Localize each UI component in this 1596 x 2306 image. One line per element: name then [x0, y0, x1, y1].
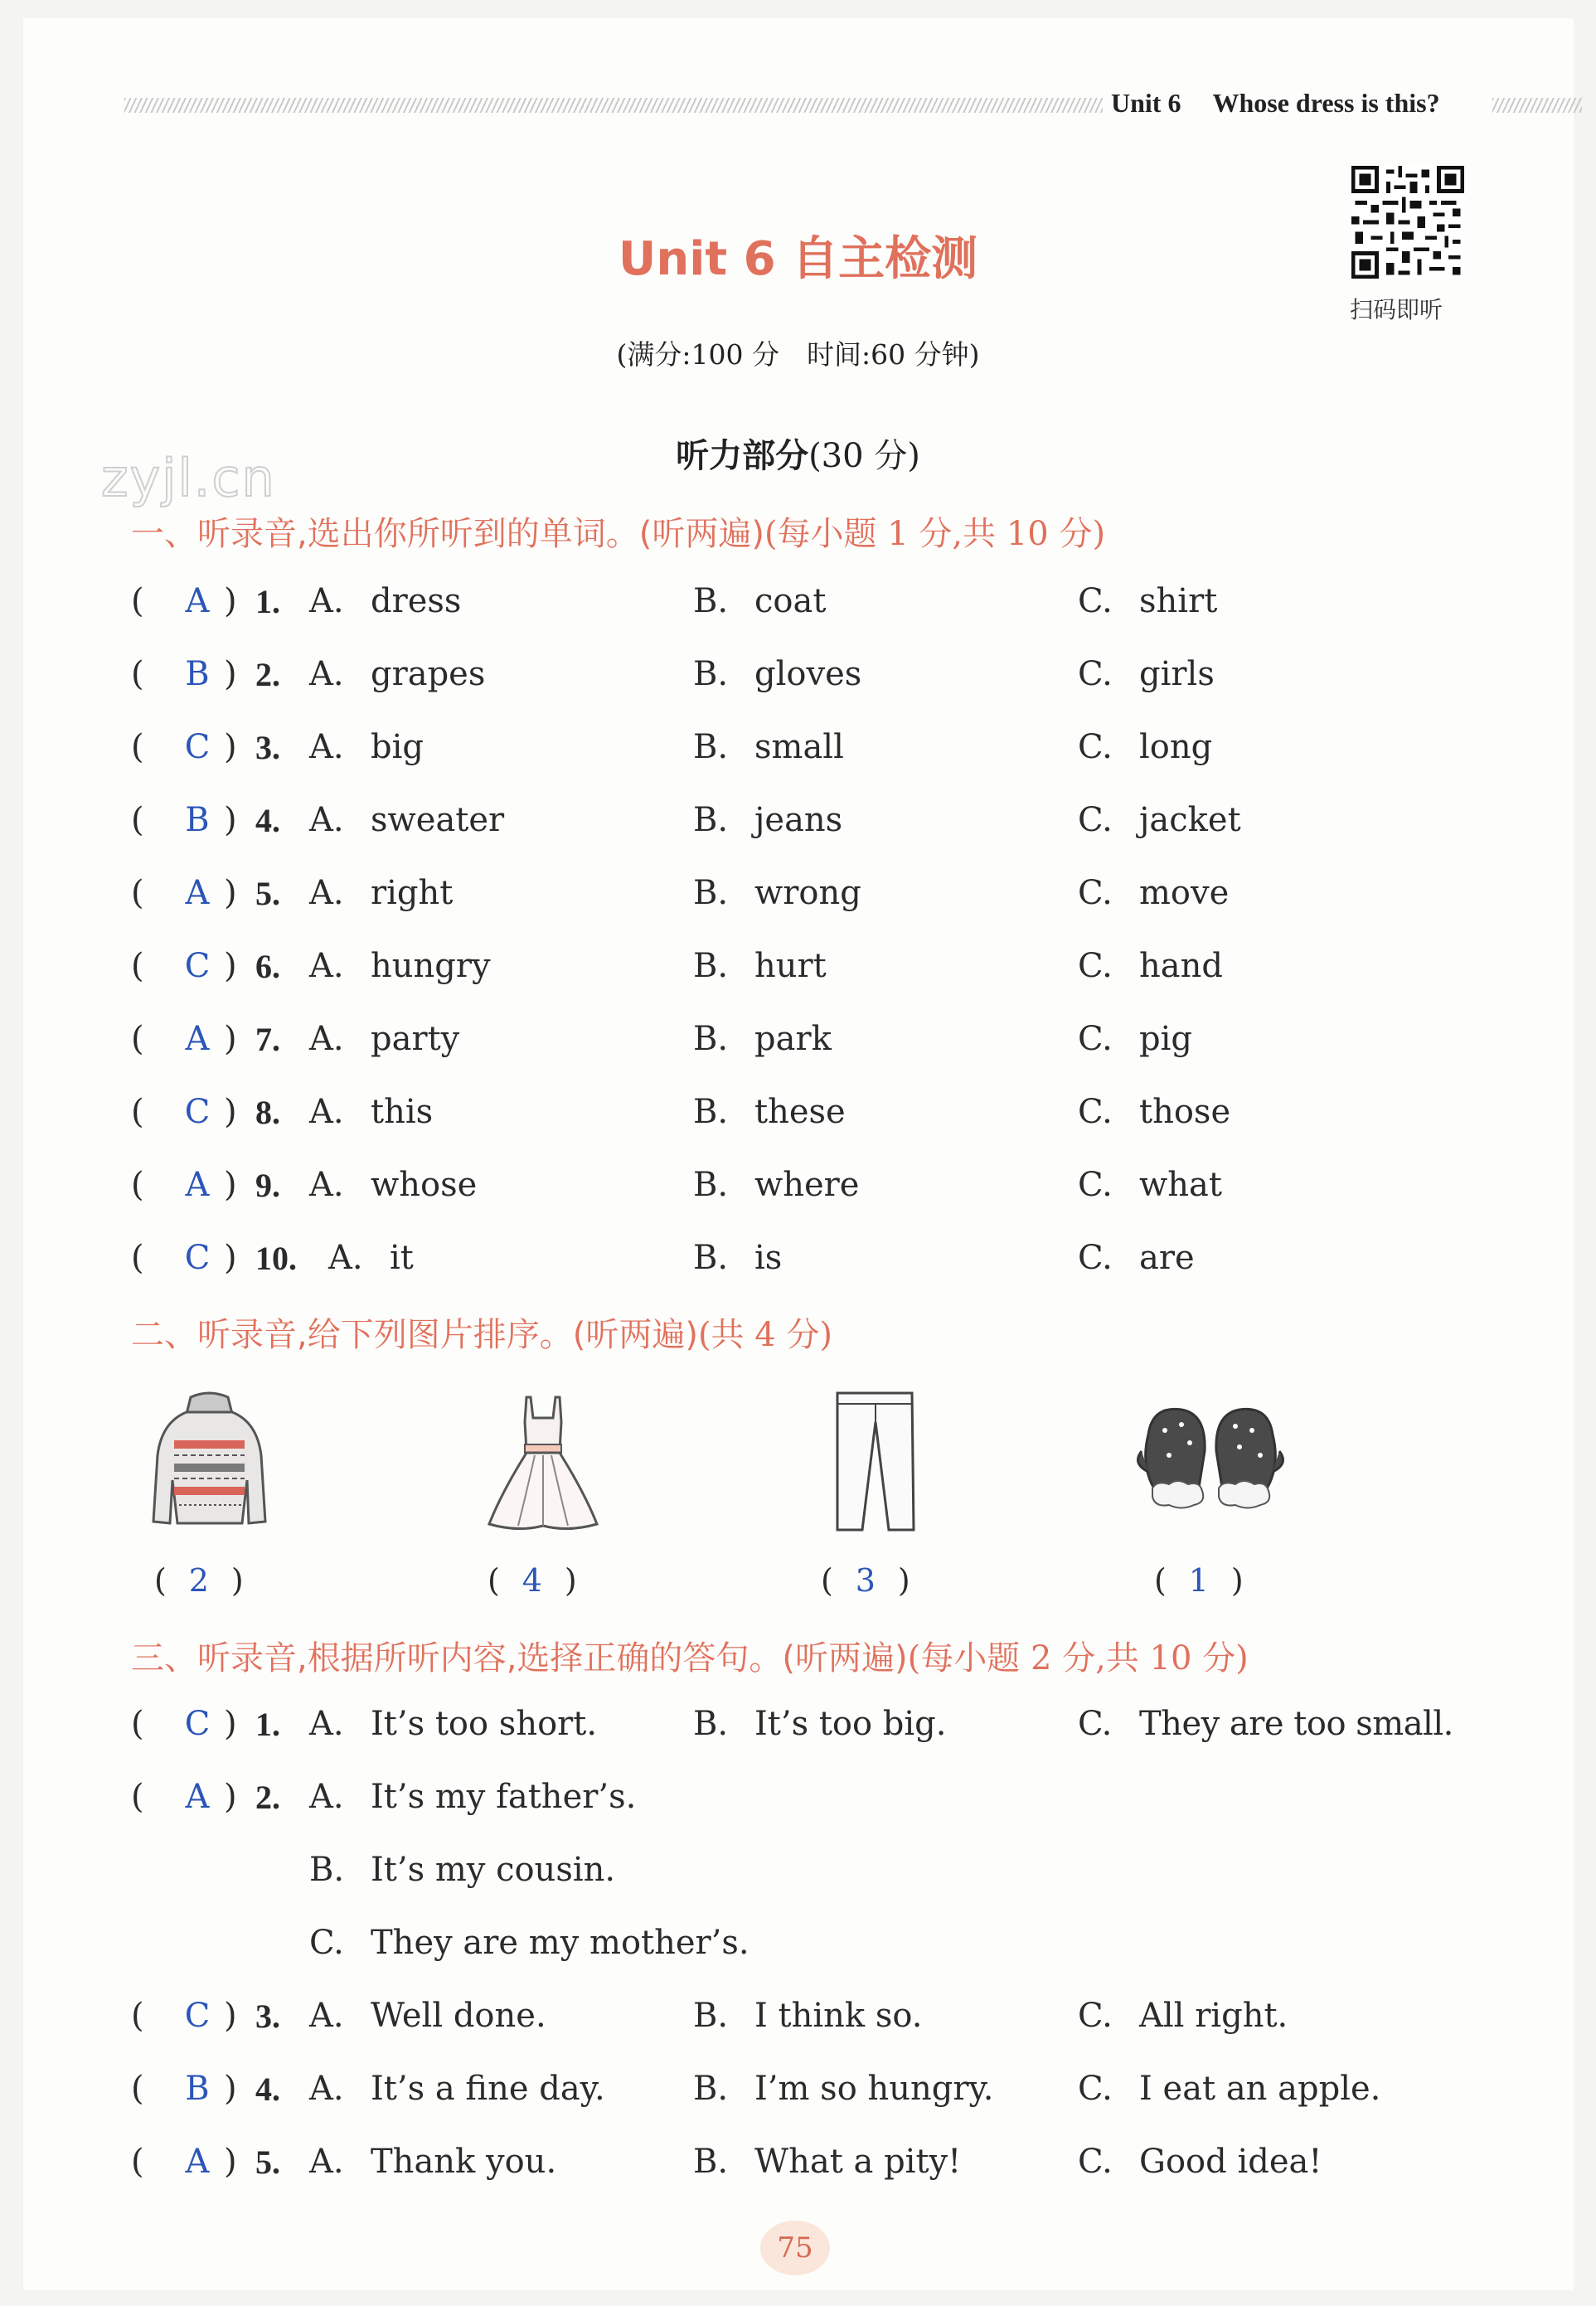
option-text: jeans — [754, 801, 843, 839]
option-text: They are my mother’s. — [371, 1924, 749, 1962]
paren-open: ( — [131, 582, 144, 620]
section3-note: (每小题 2 分,共 10 分) — [907, 1639, 1249, 1677]
option-a — [328, 1239, 414, 1277]
option-text: is — [754, 1239, 783, 1277]
option-text: big — [371, 728, 424, 766]
answer-value[interactable]: C — [184, 1093, 211, 1131]
option-letter: A. — [309, 1093, 344, 1131]
answer-value[interactable]: C — [184, 1705, 211, 1743]
section3-title — [131, 1632, 1249, 1679]
s3-q2-option-c — [309, 1924, 749, 1962]
picture-answer-2 — [488, 1562, 577, 1599]
answer-value[interactable]: A — [185, 2143, 210, 2181]
paren-open: ( — [131, 2070, 144, 2108]
option-c — [1078, 1997, 1288, 2035]
option-text: girls — [1139, 655, 1215, 693]
option-text: It’s a fine day. — [371, 2070, 605, 2108]
section2-note: (共 4 分) — [697, 1316, 833, 1354]
option-text: are — [1139, 1239, 1195, 1277]
option-letter: A. — [309, 2143, 344, 2181]
option-text: right — [371, 874, 454, 912]
option-text: It’s too big. — [754, 1705, 947, 1743]
option-c — [1078, 1239, 1195, 1277]
option-c — [1078, 655, 1215, 693]
paren-close: ) — [224, 1239, 237, 1277]
section3-title-text: 三、听录音,根据所听内容,选择正确的答句。(听两遍) — [131, 1639, 908, 1677]
section1-title-text: 一、听录音,选出你所听到的单词。(听两遍) — [131, 515, 764, 553]
answer-value[interactable]: C — [184, 1997, 211, 2035]
option-letter: B. — [693, 1166, 729, 1204]
option-text: park — [754, 1020, 832, 1058]
option-text: these — [754, 1093, 846, 1131]
section1-note: (每小题 1 分,共 10 分) — [764, 515, 1106, 553]
paren-close: ) — [224, 1166, 237, 1204]
paren-open: ( — [131, 1997, 144, 2035]
option-letter: B. — [693, 655, 729, 693]
option-b — [693, 582, 826, 620]
option-letter: C. — [1078, 1020, 1113, 1058]
option-text: dress — [371, 582, 462, 620]
option-b — [693, 947, 827, 985]
question-number: 3. — [255, 729, 280, 766]
paren-open: ( — [131, 2143, 144, 2181]
option-a — [309, 947, 491, 985]
option-text: They are too small. — [1139, 1705, 1453, 1743]
paren-close: ) — [224, 1020, 237, 1058]
answer-value[interactable]: C — [184, 1239, 211, 1277]
gloves-icon — [1132, 1401, 1289, 1526]
option-text: wrong — [754, 874, 861, 912]
watermark: zyjl.cn — [101, 448, 276, 508]
option-text: grapes — [371, 655, 486, 693]
option-text: hurt — [754, 947, 827, 985]
option-letter: A. — [309, 1020, 344, 1058]
answer-value[interactable]: C — [184, 728, 211, 766]
picture-answer-value[interactable]: 3 — [855, 1562, 876, 1599]
option-letter: B. — [693, 947, 729, 985]
option-b — [693, 1020, 832, 1058]
option-text: Thank you. — [371, 2143, 557, 2181]
option-letter: B. — [693, 1093, 729, 1131]
paren-close: ) — [224, 655, 237, 693]
option-letter: C. — [1078, 1997, 1113, 2035]
option-a — [309, 1166, 477, 1204]
option-c — [1078, 801, 1241, 839]
option-a — [309, 1093, 433, 1131]
paren-open: ( — [1154, 1562, 1167, 1599]
option-a — [309, 1020, 459, 1058]
section2-title-text: 二、听录音,给下列图片排序。(听两遍) — [131, 1316, 698, 1354]
paren-open: ( — [131, 874, 144, 912]
option-letter: B. — [309, 1851, 345, 1889]
question-number: 6. — [255, 948, 280, 985]
option-letter: B. — [693, 874, 729, 912]
paren-open: ( — [131, 1239, 144, 1277]
option-letter: C. — [1078, 728, 1113, 766]
paren-close: ) — [224, 2143, 237, 2181]
option-b — [693, 2143, 961, 2181]
option-letter: C. — [1078, 1093, 1113, 1131]
picture-answer-value[interactable]: 2 — [188, 1562, 209, 1599]
option-c — [1078, 2070, 1380, 2108]
dress-icon — [485, 1393, 601, 1534]
answer-value[interactable]: A — [185, 582, 210, 620]
paren-close: ) — [224, 1997, 237, 2035]
question-number: 2. — [255, 1779, 280, 1816]
option-text: Good idea! — [1139, 2143, 1322, 2181]
option-letter: C. — [1078, 801, 1113, 839]
option-text: All right. — [1139, 1997, 1288, 2035]
option-text: it — [390, 1239, 414, 1277]
paren-open: ( — [488, 1562, 500, 1599]
qr-code-icon[interactable] — [1351, 166, 1464, 279]
option-a — [309, 801, 504, 839]
paren-close: ) — [1230, 1562, 1244, 1599]
option-c — [1078, 582, 1217, 620]
option-letter: A. — [309, 1705, 344, 1743]
option-letter: A. — [309, 801, 344, 839]
option-letter: C. — [1078, 1239, 1113, 1277]
paren-close: ) — [224, 2070, 237, 2108]
option-text: whose — [371, 1166, 478, 1204]
answer-value[interactable]: B — [185, 801, 210, 839]
option-b — [693, 1997, 922, 2035]
option-text: this — [371, 1093, 434, 1131]
option-text: pig — [1139, 1020, 1193, 1058]
option-c — [1078, 947, 1223, 985]
option-text: I think so. — [754, 1997, 923, 2035]
picture-answer-1 — [154, 1562, 244, 1599]
option-letter: B. — [693, 801, 729, 839]
option-text: hungry — [371, 947, 491, 985]
question-number: 8. — [255, 1094, 280, 1131]
question-number: 1. — [255, 583, 280, 620]
option-text: Well done. — [371, 1997, 546, 2035]
option-letter: A. — [309, 728, 344, 766]
option-b — [693, 1705, 947, 1743]
paren-close: ) — [897, 1562, 910, 1599]
option-letter: C. — [1078, 874, 1113, 912]
page-title: Unit 6 自主检测 — [618, 232, 978, 286]
option-letter: B. — [693, 1997, 729, 2035]
paren-close: ) — [224, 728, 237, 766]
paren-open: ( — [131, 1778, 144, 1816]
page-number: 75 — [760, 2221, 830, 2275]
paren-close: ) — [230, 1562, 244, 1599]
header-topic: Whose dress is this? — [1212, 88, 1440, 118]
question-number: 1. — [255, 1706, 280, 1743]
sweater-icon — [149, 1389, 269, 1530]
option-b — [693, 874, 861, 912]
option-letter: C. — [1078, 582, 1113, 620]
option-letter: A. — [309, 1166, 344, 1204]
option-c — [1078, 2143, 1322, 2181]
option-text: I eat an apple. — [1139, 2070, 1381, 2108]
option-text: long — [1139, 728, 1213, 766]
option-letter: A. — [309, 874, 344, 912]
part-points: (30 分) — [808, 437, 920, 475]
option-a — [309, 1705, 597, 1743]
paren-open: ( — [131, 947, 144, 985]
option-a — [309, 1778, 636, 1816]
option-a — [309, 1997, 546, 2035]
paren-close: ) — [224, 1093, 237, 1131]
option-a — [309, 728, 424, 766]
answer-value[interactable]: A — [185, 1778, 210, 1816]
paren-close: ) — [224, 1705, 237, 1743]
option-letter: A. — [309, 1997, 344, 2035]
option-letter: C. — [1078, 2143, 1113, 2181]
paren-open: ( — [131, 1166, 144, 1204]
option-c — [1078, 1705, 1453, 1743]
option-letter: B. — [693, 2143, 729, 2181]
option-letter: B. — [693, 2070, 729, 2108]
unit-header — [1111, 88, 1440, 119]
option-b — [693, 1166, 859, 1204]
question-number: 5. — [255, 2143, 280, 2181]
option-text: shirt — [1139, 582, 1218, 620]
option-b — [693, 801, 842, 839]
option-letter: B. — [693, 1239, 729, 1277]
paren-open: ( — [131, 655, 144, 693]
option-text: gloves — [754, 655, 862, 693]
option-letter: C. — [1078, 2070, 1113, 2108]
option-c — [1078, 1020, 1192, 1058]
question-number: 9. — [255, 1167, 280, 1204]
question-number: 10. — [255, 1240, 297, 1277]
option-b — [693, 1093, 846, 1131]
header-unit: Unit 6 — [1111, 88, 1181, 118]
header-hatch-left — [124, 98, 1103, 113]
option-text: what — [1139, 1166, 1222, 1204]
option-letter: B. — [693, 728, 729, 766]
option-text: small — [754, 728, 844, 766]
option-letter: B. — [693, 1705, 729, 1743]
option-letter: A. — [309, 1778, 344, 1816]
question-number: 4. — [255, 802, 280, 839]
picture-answer-3 — [821, 1562, 910, 1599]
option-b — [693, 655, 861, 693]
option-text: party — [371, 1020, 460, 1058]
option-c — [1078, 1093, 1230, 1131]
paren-close: ) — [224, 801, 237, 839]
option-a — [309, 655, 485, 693]
paren-open: ( — [131, 1705, 144, 1743]
option-text: where — [754, 1166, 860, 1204]
question-number: 2. — [255, 656, 280, 693]
option-letter: A. — [309, 582, 344, 620]
question-number: 5. — [255, 875, 280, 912]
picture-answer-value[interactable]: 1 — [1188, 1562, 1209, 1599]
section2-title — [131, 1308, 832, 1356]
option-c — [1078, 874, 1229, 912]
option-b — [693, 2070, 994, 2108]
option-text: It’s my father’s. — [371, 1778, 637, 1816]
option-letter: C. — [1078, 1166, 1113, 1204]
paren-open: ( — [131, 728, 144, 766]
picture-answer-4 — [1154, 1562, 1244, 1599]
paren-open: ( — [131, 801, 144, 839]
answer-value[interactable]: C — [184, 947, 211, 985]
option-letter: C. — [1078, 1705, 1112, 1743]
paren-close: ) — [564, 1562, 577, 1599]
option-letter: C. — [1078, 655, 1113, 693]
option-text: hand — [1139, 947, 1223, 985]
option-text: It’s my cousin. — [371, 1851, 616, 1889]
question-number: 7. — [255, 1021, 280, 1058]
option-a — [309, 582, 461, 620]
option-letter: A. — [309, 2070, 344, 2108]
part-title-text: 听力部分 — [676, 437, 809, 475]
paren-open: ( — [131, 1020, 144, 1058]
option-text: I’m so hungry. — [754, 2070, 994, 2108]
answer-value[interactable]: A — [185, 874, 210, 912]
question-number: 4. — [255, 2071, 280, 2108]
option-text: coat — [754, 582, 827, 620]
paren-close: ) — [224, 1778, 237, 1816]
option-text: move — [1139, 874, 1230, 912]
answer-value[interactable]: A — [185, 1020, 210, 1058]
paren-open: ( — [154, 1562, 167, 1599]
paren-open: ( — [131, 1093, 144, 1131]
paren-close: ) — [224, 947, 237, 985]
option-b — [693, 728, 844, 766]
option-text: sweater — [371, 801, 505, 839]
answer-value[interactable]: B — [185, 2070, 210, 2108]
option-text: It’s too short. — [371, 1705, 598, 1743]
answer-value[interactable]: A — [185, 1166, 210, 1204]
paren-close: ) — [224, 874, 237, 912]
qr-caption: 扫码即听 — [1350, 296, 1443, 323]
paren-close: ) — [224, 582, 237, 620]
header-hatch-right — [1492, 98, 1582, 113]
option-letter: A. — [309, 655, 344, 693]
question-number: 3. — [255, 1998, 280, 2035]
option-a — [309, 874, 453, 912]
answer-value[interactable]: B — [185, 655, 210, 693]
option-a — [309, 2143, 556, 2181]
option-letter: B. — [693, 1020, 729, 1058]
option-a — [309, 2070, 605, 2108]
option-letter: A. — [309, 947, 344, 985]
option-letter: B. — [693, 582, 729, 620]
option-text: those — [1139, 1093, 1231, 1131]
option-letter: C. — [1078, 947, 1113, 985]
option-letter: C. — [309, 1924, 344, 1962]
paren-open: ( — [821, 1562, 833, 1599]
option-c — [1078, 728, 1212, 766]
picture-answer-value[interactable]: 4 — [521, 1562, 542, 1599]
option-letter: A. — [328, 1239, 363, 1277]
option-text: jacket — [1139, 801, 1241, 839]
section1-title — [131, 507, 1105, 555]
option-c — [1078, 1166, 1222, 1204]
s3-q2-option-b — [309, 1851, 615, 1889]
option-text: What a pity! — [754, 2143, 962, 2181]
option-b — [693, 1239, 782, 1277]
pants-icon — [829, 1389, 920, 1534]
score-line: (满分:100 分 时间:60 分钟) — [616, 338, 980, 371]
